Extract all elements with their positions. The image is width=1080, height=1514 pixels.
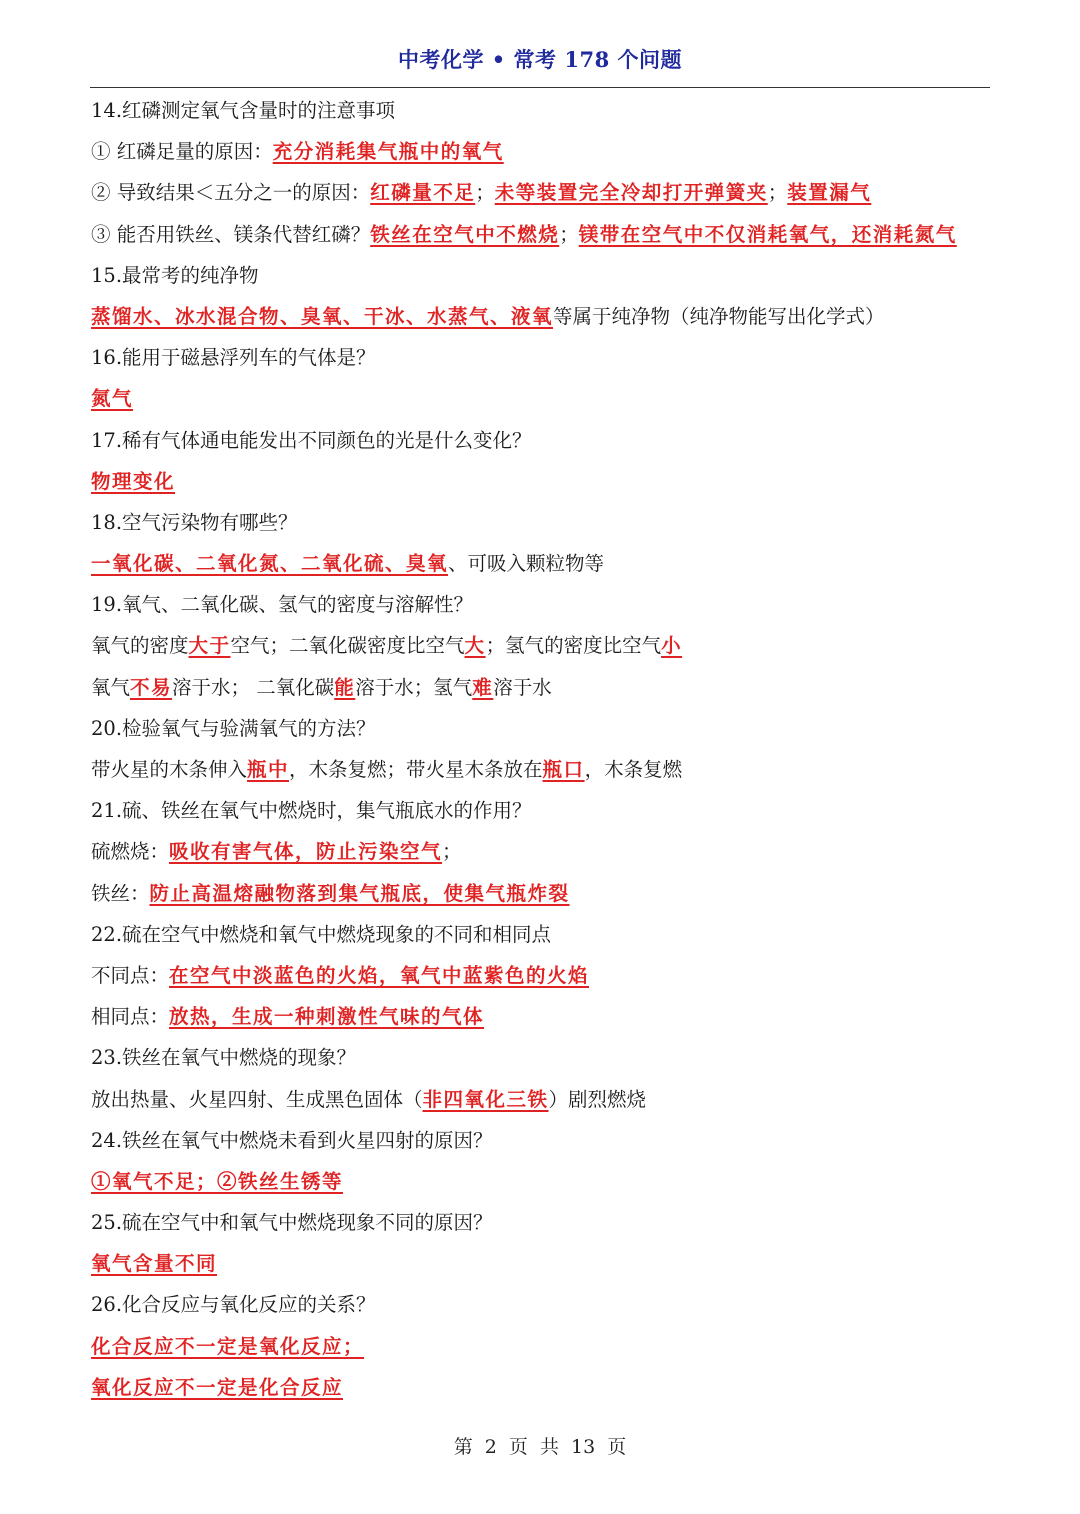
body-text: ； bbox=[442, 840, 462, 864]
answer-text: 大于 bbox=[188, 634, 231, 658]
body-text: 溶于水；氢气 bbox=[355, 675, 473, 699]
text-line bbox=[91, 96, 991, 137]
body-text: 23.铁丝在氧气中燃烧的现象？ bbox=[91, 1046, 357, 1070]
body-text: ； bbox=[475, 181, 495, 205]
body-text: ； bbox=[767, 181, 788, 205]
body-text: 等属于纯净物（纯净物能写出化学式） bbox=[553, 304, 885, 328]
body-text: ；氢气的密度比空气 bbox=[485, 634, 662, 658]
header-divider bbox=[90, 87, 990, 88]
answer-text: 在空气中淡蓝色的火焰，氧气中蓝紫色的火焰 bbox=[169, 963, 590, 987]
body-text: 空气；二氧化碳密度比空气 bbox=[230, 634, 465, 658]
body-text: 17.稀有气体通电能发出不同颜色的光是什么变化？ bbox=[91, 428, 532, 452]
body-text: 溶于水； 二氧化碳 bbox=[172, 675, 335, 699]
text-line bbox=[91, 590, 991, 631]
text-line bbox=[91, 1085, 991, 1126]
body-text: 溶于水 bbox=[493, 675, 552, 699]
body-text: 21.硫、铁丝在氧气中燃烧时，集气瓶底水的作用？ bbox=[91, 799, 532, 823]
body-text: 14.红磷测定氧气含量时的注意事项 bbox=[91, 99, 396, 122]
document-body bbox=[91, 96, 991, 1414]
text-line bbox=[91, 673, 991, 714]
text-line bbox=[91, 467, 991, 508]
answer-text: 能 bbox=[334, 675, 356, 699]
answer-text: 镁带在空气中不仅消耗氧气，还消耗氮气 bbox=[578, 222, 957, 246]
body-text: ）剧烈燃烧 bbox=[548, 1087, 647, 1111]
text-line bbox=[91, 879, 991, 920]
body-text: 相同点： bbox=[91, 1005, 170, 1029]
body-text: 铁丝： bbox=[91, 881, 150, 905]
body-text: ； bbox=[559, 222, 579, 246]
document-header-title: 中考化学 • 常考 178 个问题 bbox=[397, 47, 682, 72]
answer-text: 小 bbox=[661, 634, 683, 658]
body-text: 不同点： bbox=[91, 963, 170, 987]
text-line bbox=[91, 1373, 991, 1414]
text-line bbox=[91, 384, 991, 425]
answer-text: 充分消耗集气瓶中的氧气 bbox=[272, 140, 504, 164]
text-line bbox=[91, 1043, 991, 1084]
answer-text: 化合反应不一定是氧化反应； bbox=[91, 1334, 365, 1358]
body-text: 15.最常考的纯净物 bbox=[91, 263, 259, 287]
body-text: 、可吸入颗粒物等 bbox=[448, 552, 605, 576]
answer-text: 吸收有害气体，防止污染空气 bbox=[169, 840, 443, 864]
body-text: 16.能用于磁悬浮列车的气体是？ bbox=[91, 346, 376, 370]
answer-text: 非四氧化三铁 bbox=[422, 1087, 549, 1111]
answer-text: 瓶中 bbox=[247, 758, 290, 781]
text-line bbox=[91, 1332, 991, 1373]
text-line bbox=[91, 920, 991, 961]
text-line bbox=[91, 1290, 991, 1331]
text-line bbox=[91, 714, 991, 755]
text-line bbox=[91, 549, 991, 590]
answer-text: 瓶口 bbox=[542, 758, 585, 781]
body-text: ，木条复燃；带火星木条放在 bbox=[289, 758, 543, 781]
body-text: 25.硫在空气中和氧气中燃烧现象不同的原因？ bbox=[91, 1211, 493, 1235]
answer-text: 红磷量不足 bbox=[370, 181, 476, 205]
answer-text: 放热，生成一种刺激性气味的气体 bbox=[169, 1005, 485, 1029]
answer-text: 蒸馏水、冰水混合物、臭氧、干冰、水蒸气、液氧 bbox=[91, 304, 554, 328]
body-text: 20.检验氧气与验满氧气的方法？ bbox=[91, 716, 376, 740]
body-text: ① 红磷足量的原因： bbox=[91, 140, 273, 164]
answer-text: 大 bbox=[464, 634, 486, 658]
text-line bbox=[91, 1208, 991, 1249]
answer-text: 未等装置完全冷却打开弹簧夹 bbox=[494, 181, 768, 205]
body-text: 24.铁丝在氧气中燃烧未看到火星四射的原因？ bbox=[91, 1128, 493, 1152]
answer-text: 装置漏气 bbox=[787, 181, 872, 205]
answer-text: 铁丝在空气中不燃烧 bbox=[370, 222, 560, 246]
body-text: ③ 能否用铁丝、镁条代替红磷？ bbox=[91, 222, 371, 246]
body-text: 19.氧气、二氧化碳、氢气的密度与溶解性？ bbox=[91, 593, 474, 617]
body-text: 带火星的木条伸入 bbox=[91, 758, 248, 781]
body-text: ，木条复燃 bbox=[584, 758, 683, 781]
text-line bbox=[91, 1002, 991, 1043]
answer-text: 一氧化碳、二氧化氮、二氧化硫、臭氧 bbox=[91, 552, 449, 576]
body-text: 氧气 bbox=[91, 675, 131, 699]
answer-text: 难 bbox=[472, 675, 494, 699]
body-text: 22.硫在空气中燃烧和氧气中燃烧现象的不同和相同点 bbox=[91, 922, 552, 946]
text-line bbox=[91, 302, 991, 343]
body-text: 18.空气污染物有哪些？ bbox=[91, 510, 298, 534]
answer-text: 氮气 bbox=[91, 387, 134, 411]
text-line bbox=[91, 961, 991, 1002]
text-line bbox=[91, 137, 991, 178]
text-line bbox=[91, 343, 991, 384]
answer-text: 物理变化 bbox=[91, 469, 176, 493]
page-number-footer: 第 2 页 共 13 页 bbox=[453, 1436, 627, 1458]
text-line bbox=[91, 1126, 991, 1167]
body-text: 氧气的密度 bbox=[91, 634, 189, 658]
text-line bbox=[91, 220, 991, 261]
answer-text: ①氧气不足；②铁丝生锈等 bbox=[91, 1169, 344, 1193]
answer-text: 防止高温熔融物落到集气瓶底，使集气瓶炸裂 bbox=[149, 881, 570, 905]
text-line bbox=[91, 426, 991, 467]
text-line bbox=[91, 508, 991, 549]
text-line bbox=[91, 631, 991, 672]
text-line bbox=[91, 755, 991, 796]
body-text: 放出热量、火星四射、生成黑色固体（ bbox=[91, 1087, 423, 1111]
text-line bbox=[91, 261, 991, 302]
answer-text: 不易 bbox=[130, 675, 173, 699]
text-line bbox=[91, 178, 991, 219]
answer-text: 氧气含量不同 bbox=[91, 1252, 218, 1276]
body-text: 硫燃烧： bbox=[91, 840, 170, 864]
text-line bbox=[91, 837, 991, 878]
text-line bbox=[91, 1167, 991, 1208]
text-line bbox=[91, 796, 991, 837]
text-line bbox=[91, 1249, 991, 1290]
answer-text: 氧化反应不一定是化合反应 bbox=[91, 1375, 344, 1399]
body-text: ② 导致结果＜五分之一的原因： bbox=[91, 181, 371, 205]
body-text: 26.化合反应与氧化反应的关系？ bbox=[91, 1293, 376, 1317]
